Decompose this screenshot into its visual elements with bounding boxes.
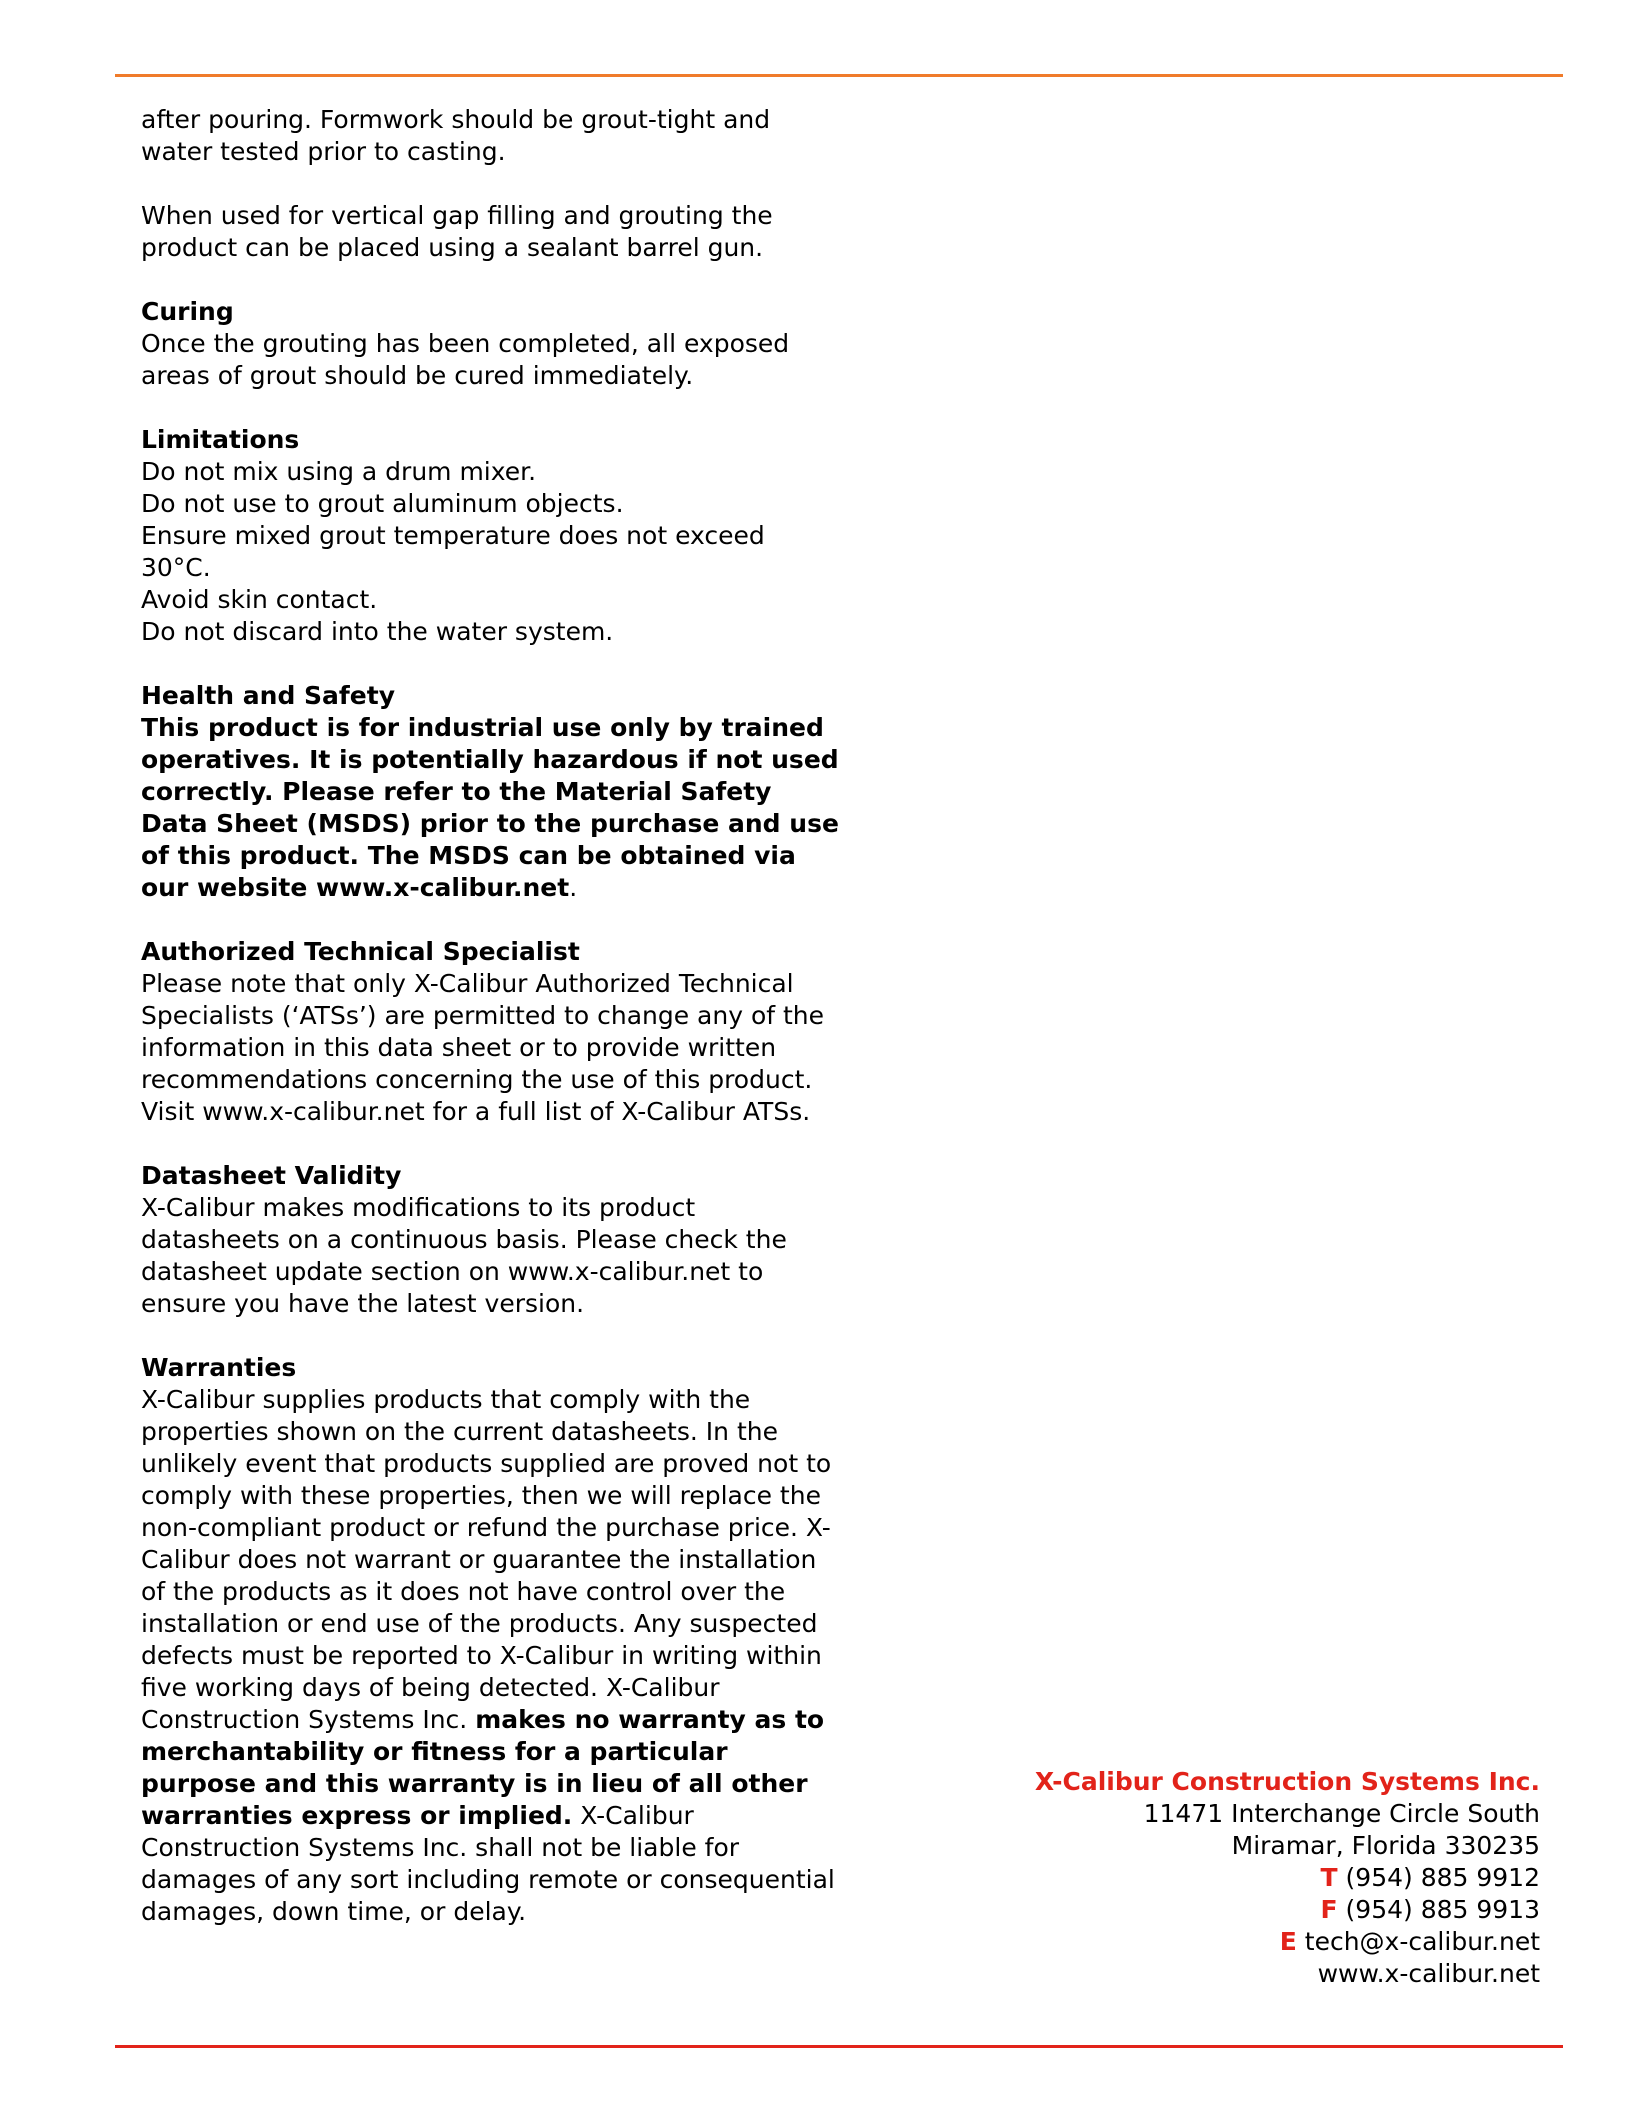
address-line-1: 11471 Interchange Circle South: [1143, 1799, 1540, 1828]
contact-block: [1035, 1766, 1540, 1990]
warranties-section: [141, 1352, 841, 1928]
email-line: [1035, 1926, 1540, 1958]
limitation-item: Do not mix using a drum mixer.: [141, 457, 537, 486]
limitations-heading: Limitations: [141, 425, 300, 454]
limitation-item: Do not use to grout aluminum objects.: [141, 489, 624, 518]
curing-heading: Curing: [141, 297, 234, 326]
curing-text: Once the grouting has been completed, all exposed areas of grout should be cured immediately.: [141, 329, 790, 390]
phone-number: (954) 885 9912: [1345, 1863, 1540, 1892]
ats-section: [141, 936, 841, 1128]
limitation-item: Do not discard into the water system.: [141, 617, 614, 646]
intro-paragraph-1: after pouring. Formwork should be grout-tight and water tested prior to casting.: [141, 105, 771, 166]
email-address: tech@x-calibur.net: [1304, 1927, 1540, 1956]
email-label: E: [1279, 1927, 1297, 1956]
fax-number: (954) 885 9913: [1345, 1895, 1540, 1924]
validity-section: [141, 1160, 841, 1320]
address-line-2: Miramar, Florida 330235: [1231, 1831, 1540, 1860]
curing-section: [141, 296, 841, 392]
ats-text: Please note that only X-Calibur Authorized Technical Specialists (‘ATSs’) are permitted to change any of the information in this data sheet or to provide written recommendations concerning the use of this product. Visit www.x-calibur.net for a full list of X-Calibur ATSs.: [141, 969, 825, 1126]
ats-heading: Authorized Technical Specialist: [141, 937, 580, 966]
limitations-section: [141, 424, 841, 648]
website-link[interactable]: www.x-calibur.net: [1317, 1959, 1540, 1988]
warranties-disclaimer: makes no warranty as to merchantability or fitness for a particular purpose and this warranty is in lieu of all other warranties express or implied.: [141, 1705, 825, 1830]
intro-paragraph-2: When used for vertical gap filling and grouting the product can be placed using a sealant barrel gun.: [141, 201, 773, 262]
validity-heading: Datasheet Validity: [141, 1161, 402, 1190]
fax-line: [1035, 1894, 1540, 1926]
company-name: X-Calibur Construction Systems Inc.: [1034, 1767, 1540, 1796]
health-safety-text: This product is for industrial use only by trained operatives. It is potentially hazardous if not used correctly. Please refer to the Material Safety Data Sheet (MSDS) prior to the purchase and use of this product. The MSDS can be obtained via our website www.x-calibur.net: [141, 713, 839, 902]
fax-label: F: [1320, 1895, 1338, 1924]
bottom-divider: [115, 2045, 1563, 2048]
health-safety-heading: Health and Safety: [141, 681, 395, 710]
top-divider: [115, 74, 1563, 77]
limitation-item: Avoid skin contact.: [141, 585, 378, 614]
warranties-heading: Warranties: [141, 1353, 297, 1382]
main-column: [141, 104, 841, 1928]
phone-label: T: [1320, 1863, 1338, 1892]
health-safety-period: .: [569, 873, 578, 902]
warranties-text-b: X-Calibur Construction Systems Inc. shall not be liable for damages of any sort including remote or consequential damages, down time, or delay.: [141, 1801, 835, 1926]
phone-line: [1035, 1862, 1540, 1894]
health-safety-section: [141, 680, 841, 904]
warranties-text-a: X-Calibur supplies products that comply with the properties shown on the current datasheets. In the unlikely event that products supplied are proved not to comply with these properties, then we will replace the non-compliant product or refund the purchase price. X-Calibur does not warrant or guarantee the installation of the products as it does not have control over the installation or end use of the products. Any suspected defects must be reported to X-Calibur in writing within five working days of being detected. X-Calibur Construction Systems Inc.: [141, 1385, 832, 1734]
validity-text: X-Calibur makes modifications to its product datasheets on a continuous basis. Please check the datasheet update section on www.x-calibur.net to ensure you have the latest version.: [141, 1193, 787, 1318]
limitation-item: Ensure mixed grout temperature does not exceed 30°C.: [141, 521, 765, 582]
